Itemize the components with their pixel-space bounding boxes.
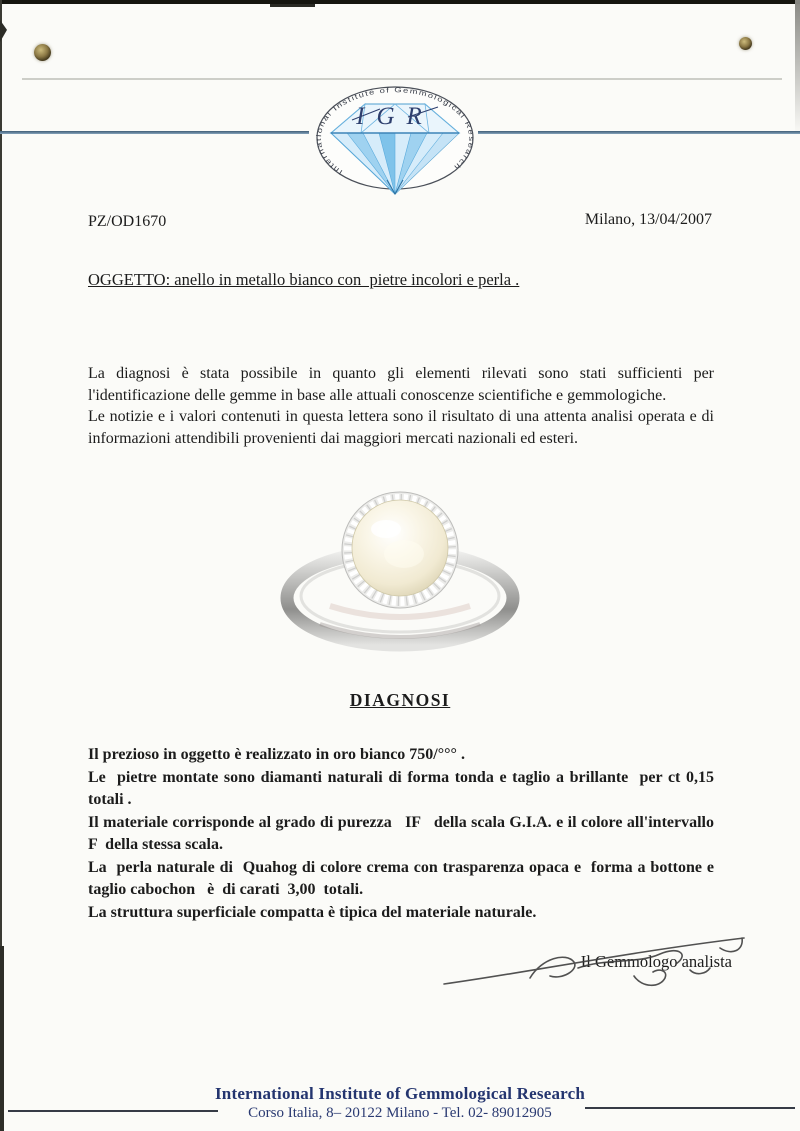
- scan-edge-right: [795, 0, 800, 135]
- signature-label: Il Gemmologo analista: [580, 952, 732, 971]
- rivet-hole-left: [34, 44, 51, 61]
- subject-line: OGGETTO: anello in metallo bianco con pietre incolori e perla .: [88, 270, 520, 289]
- signature-scribble-icon: [438, 926, 760, 1006]
- footer-rule-right: [585, 1107, 795, 1109]
- header-rule-left: [0, 131, 309, 134]
- reference-number: PZ/OD1670: [88, 213, 167, 230]
- diamond-logo-icon: [306, 84, 484, 202]
- intro-paragraphs: [88, 363, 718, 449]
- diagnosis-paragraph: La perla naturale di Quahog di colore crema con trasparenza opaca e forma a bottone e taglio cabochon è di carati 3,00 totali.: [88, 858, 718, 898]
- diagnosis-paragraph: Il materiale corrisponde al grado di purezza IF della scala G.I.A. e il colore all'intervallo F della stessa scala.: [88, 813, 722, 853]
- diagnosis-heading-row: [0, 690, 800, 711]
- ring-photo: [268, 478, 532, 658]
- footer-address: Corso Italia, 8– 20122 Milano - Tel. 02- 89012905: [248, 1105, 552, 1121]
- logo-monogram: IGR: [356, 103, 434, 130]
- ring-photo-image: [268, 478, 532, 658]
- scan-edge-top: [0, 0, 800, 4]
- diagnosis-heading: DIAGNOSI: [349, 690, 451, 710]
- place-date: Milano, 13/04/2007: [584, 211, 712, 228]
- diagnosis-paragraph: La struttura superficiale compatta è tipica del materiale naturale.: [88, 903, 537, 921]
- footer-organization: International Institute of Gemmological Research: [214, 1084, 586, 1103]
- intro-paragraph: La diagnosi è stata possibile in quanto gli elementi rilevati sono stati sufficienti per l'identificazione delle gemme in base alle attuali conoscenze scientifiche e gemmologiche.: [88, 365, 718, 404]
- diagnosis-paragraph: Il prezioso in oggetto è realizzato in oro bianco 750/°°° .: [88, 746, 465, 763]
- header-rule-right: [478, 131, 800, 134]
- logo-ring-text: International Institute of Gemmological Research: [315, 87, 475, 176]
- diagnosis-paragraph: Le pietre montate sono diamanti naturali di forma tonda e taglio a brillante per ct 0,15 totali .: [88, 768, 718, 808]
- footer-rule-left: [8, 1110, 218, 1112]
- scan-edge-left-notch: [0, 20, 7, 42]
- scan-edge-top-notch: [270, 4, 315, 7]
- intro-paragraph: Le notizie e i valori contenuti in questa lettera sono il risultato di una attenta analisi operata e di informazioni attendibili provenienti dai maggiori mercati nazionali ed esteri.: [88, 408, 718, 447]
- letterhead-top-rule: [22, 78, 782, 80]
- rivet-hole-right: [739, 37, 752, 50]
- diagnosis-paragraphs: [88, 744, 722, 924]
- igr-logo: [306, 84, 484, 202]
